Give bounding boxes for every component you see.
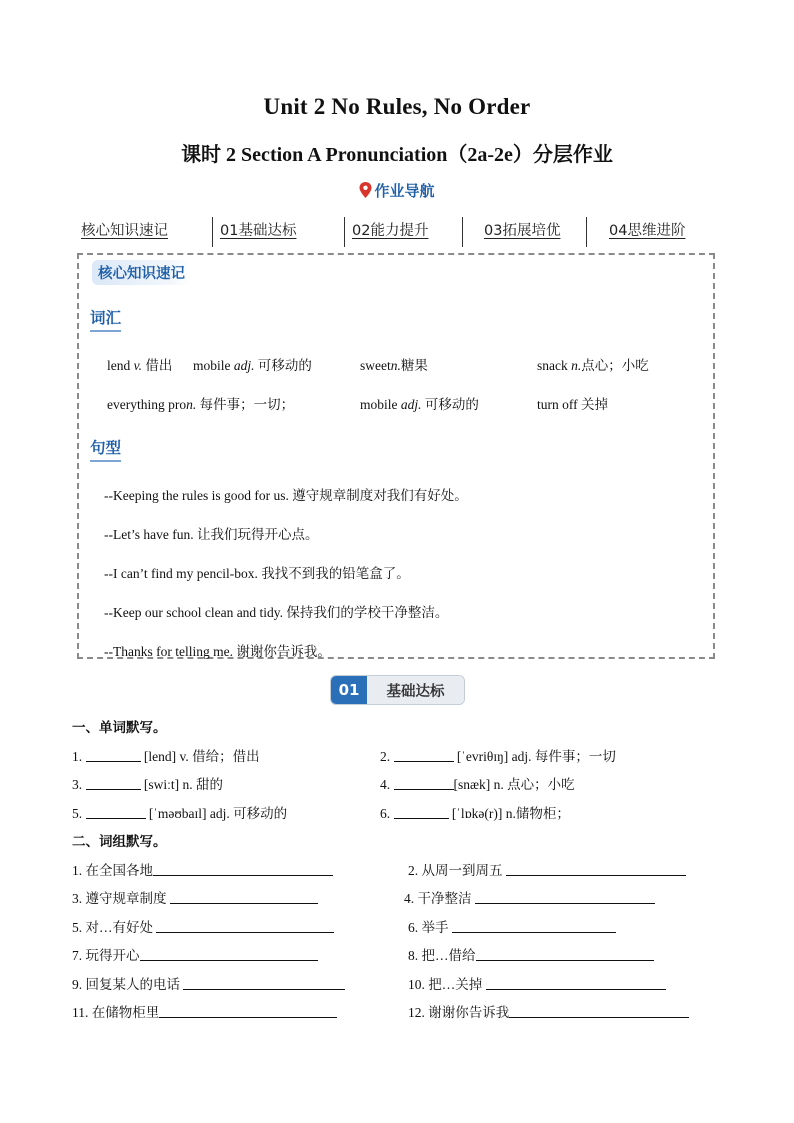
nav-link-02[interactable]: 02能力提升 <box>352 223 429 239</box>
nav-divider <box>212 217 213 247</box>
phrase-dictation-item: 12. 谢谢你告诉我 <box>408 1001 689 1021</box>
vocab-lend: lend v. 借出 <box>107 358 173 373</box>
answer-blank[interactable] <box>153 863 333 876</box>
page-subtitle: 课时 2 Section A Pronunciation（2a-2e）分层作业 <box>181 144 613 166</box>
phrase-dictation-item: 7. 玩得开心 <box>72 944 318 964</box>
page-title: Unit 2 No Rules, No Order <box>263 94 531 119</box>
answer-blank[interactable] <box>86 749 141 762</box>
pattern-sentence: --Thanks for telling me. 谢谢你告诉我。 <box>104 644 331 659</box>
pattern-sentence: --Keeping the rules is good for us. 遵守规章制度对我们有好处。 <box>104 488 468 503</box>
part2-heading: 二、词组默写。 <box>72 834 167 850</box>
section-tag-basic <box>330 675 465 705</box>
phrase-dictation-item: 9. 回复某人的电话 <box>72 973 345 993</box>
nav-link-03[interactable]: 03拓展培优 <box>484 223 561 239</box>
nav-title-text: 作业导航 <box>374 182 435 200</box>
word-dictation-item: 5. [ˈməʊbaɪl] adj. 可移动的 <box>72 806 288 821</box>
vocab-heading: 词汇 <box>90 306 121 332</box>
homework-nav <box>78 217 718 249</box>
answer-blank[interactable] <box>86 806 146 819</box>
answer-blank[interactable] <box>506 863 686 876</box>
word-dictation-item: 4. [snæk] n. 点心；小吃 <box>380 777 575 792</box>
section-tag-number: 01 <box>331 676 367 704</box>
answer-blank[interactable] <box>183 977 345 990</box>
nav-link-core[interactable]: 核心知识速记 <box>81 223 168 239</box>
word-dictation-item: 2. [ˈevriθɪŋ] adj. 每件事；一切 <box>380 749 616 764</box>
word-dictation-item: 3. [swiːt] n. 甜的 <box>72 777 223 792</box>
phrase-dictation-item: 1. 在全国各地 <box>72 859 333 879</box>
vocab-sweet: sweetn.糖果 <box>360 358 428 373</box>
word-dictation-item: 6. [ˈlɒkə(r)] n.储物柜； <box>380 806 570 821</box>
pattern-sentence: --I can’t find my pencil-box. 我找不到我的铅笔盒了。 <box>104 566 410 581</box>
vocab-mobile-2: mobile adj. 可移动的 <box>360 397 479 412</box>
answer-blank[interactable] <box>486 977 666 990</box>
answer-blank[interactable] <box>394 777 454 790</box>
nav-link-04[interactable]: 04思维进阶 <box>609 223 686 239</box>
vocab-snack: snack n.点心；小吃 <box>537 358 649 373</box>
answer-blank[interactable] <box>476 948 654 961</box>
nav-divider <box>462 217 463 247</box>
pattern-sentence: --Keep our school clean and tidy. 保持我们的学校干净整洁。 <box>104 605 449 620</box>
section-tag-label: 基础达标 <box>367 676 464 704</box>
answer-blank[interactable] <box>156 920 334 933</box>
pattern-heading: 句型 <box>90 436 121 462</box>
nav-divider <box>344 217 345 247</box>
nav-title <box>0 180 794 202</box>
vocab-mobile: mobile adj. 可移动的 <box>193 358 312 373</box>
phrase-dictation-item: 2. 从周一到周五 <box>408 859 686 879</box>
answer-blank[interactable] <box>452 920 616 933</box>
part1-heading: 一、单词默写。 <box>72 720 167 736</box>
answer-blank[interactable] <box>394 806 449 819</box>
phrase-dictation-item: 4. 干净整洁 <box>404 887 655 907</box>
location-pin-icon <box>359 182 372 202</box>
core-knowledge-box <box>77 253 715 659</box>
phrase-dictation-item: 10. 把…关掉 <box>408 973 666 993</box>
phrase-dictation-item: 8. 把…借给 <box>408 944 654 964</box>
vocab-turn-off: turn off 关掉 <box>537 397 608 412</box>
vocab-everything: everything pron. 每件事；一切； <box>107 397 295 412</box>
phrase-dictation-item: 11. 在储物柜里 <box>72 1001 337 1021</box>
answer-blank[interactable] <box>86 777 141 790</box>
nav-link-01[interactable]: 01基础达标 <box>220 223 297 239</box>
answer-blank[interactable] <box>394 749 454 762</box>
phrase-dictation-item: 3. 遵守规章制度 <box>72 887 318 907</box>
answer-blank[interactable] <box>170 891 318 904</box>
phrase-dictation-item: 5. 对…有好处 <box>72 916 334 936</box>
answer-blank[interactable] <box>159 1005 337 1018</box>
answer-blank[interactable] <box>509 1005 689 1018</box>
phrase-dictation-item: 6. 举手 <box>408 916 616 936</box>
nav-divider <box>586 217 587 247</box>
pattern-sentence: --Let’s have fun. 让我们玩得开心点。 <box>104 527 319 542</box>
word-dictation-item: 1. [lend] v. 借给；借出 <box>72 749 260 764</box>
answer-blank[interactable] <box>140 948 318 961</box>
core-knowledge-chip: 核心知识速记 <box>92 260 191 285</box>
answer-blank[interactable] <box>475 891 655 904</box>
